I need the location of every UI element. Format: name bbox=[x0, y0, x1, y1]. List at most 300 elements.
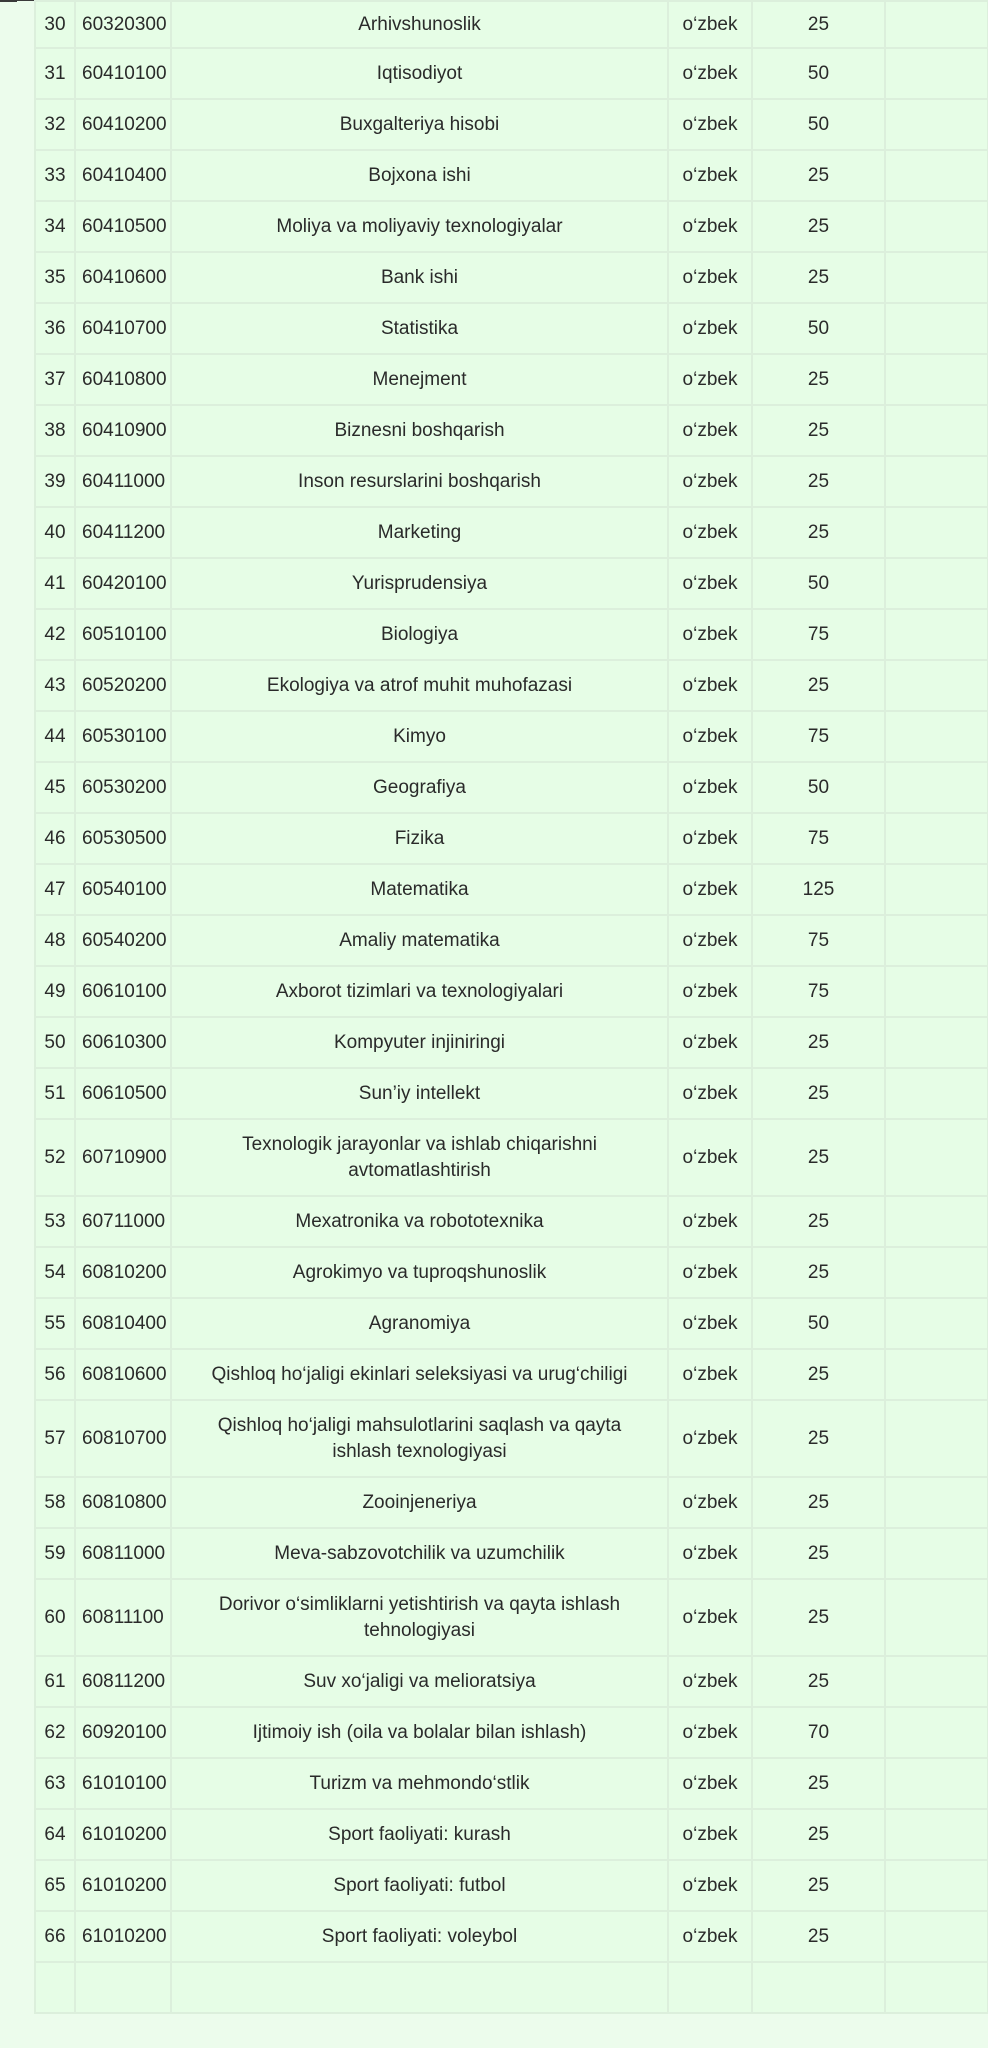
language-cell: o‘zbek bbox=[668, 405, 752, 456]
table-row bbox=[17, 966, 988, 1017]
row-left-gutter bbox=[17, 405, 35, 456]
row-number-cell: 36 bbox=[35, 303, 75, 354]
row-number-cell: 39 bbox=[35, 456, 75, 507]
quota-cell: 125 bbox=[752, 864, 885, 915]
table-body bbox=[17, 1, 988, 2013]
extra-empty-cell bbox=[885, 915, 988, 966]
language-cell: o‘zbek bbox=[668, 1707, 752, 1758]
program-code-cell: 61010100 bbox=[75, 1758, 171, 1809]
row-number-cell: 31 bbox=[35, 48, 75, 99]
language-cell: o‘zbek bbox=[668, 660, 752, 711]
language-cell: o‘zbek bbox=[668, 1196, 752, 1247]
language-cell: o‘zbek bbox=[668, 1860, 752, 1911]
quota-cell: 50 bbox=[752, 48, 885, 99]
extra-empty-cell bbox=[885, 1707, 988, 1758]
row-number-cell: 57 bbox=[35, 1400, 75, 1477]
quota-cell: 50 bbox=[752, 762, 885, 813]
program-code-cell: 60810700 bbox=[75, 1400, 171, 1477]
row-number-cell: 43 bbox=[35, 660, 75, 711]
quota-cell: 25 bbox=[752, 354, 885, 405]
program-code-cell: 60411000 bbox=[75, 456, 171, 507]
row-left-gutter bbox=[17, 1017, 35, 1068]
row-number-cell: 37 bbox=[35, 354, 75, 405]
extra-empty-cell bbox=[885, 609, 988, 660]
row-left-gutter bbox=[17, 354, 35, 405]
program-code-cell: 60510100 bbox=[75, 609, 171, 660]
table-row bbox=[17, 915, 988, 966]
table-row bbox=[17, 660, 988, 711]
extra-empty-cell bbox=[885, 1860, 988, 1911]
language-cell: o‘zbek bbox=[668, 966, 752, 1017]
extra-empty-cell bbox=[885, 252, 988, 303]
quota-cell: 25 bbox=[752, 201, 885, 252]
program-name-cell: Bojxona ishi bbox=[171, 150, 668, 201]
row-left-gutter bbox=[17, 762, 35, 813]
quota-cell: 25 bbox=[752, 1017, 885, 1068]
extra-empty-cell bbox=[885, 1400, 988, 1477]
row-left-gutter bbox=[17, 1860, 35, 1911]
extra-empty-cell bbox=[885, 1962, 988, 2013]
program-code-cell: 60410200 bbox=[75, 99, 171, 150]
row-number-cell: 66 bbox=[35, 1911, 75, 1962]
program-name-cell: Suv xo‘jaligi va melioratsiya bbox=[171, 1656, 668, 1707]
program-code-cell: 60710900 bbox=[75, 1119, 171, 1196]
program-code-cell: 60811000 bbox=[75, 1528, 171, 1579]
program-name-cell: Arhivshunoslik bbox=[171, 1, 668, 48]
quota-cell: 25 bbox=[752, 1860, 885, 1911]
extra-empty-cell bbox=[885, 1017, 988, 1068]
program-name-cell: Sport faoliyati: kurash bbox=[171, 1809, 668, 1860]
table-row bbox=[17, 507, 988, 558]
table-row bbox=[17, 48, 988, 99]
table-row bbox=[17, 1528, 988, 1579]
language-cell: o‘zbek bbox=[668, 1477, 752, 1528]
row-number-cell: 35 bbox=[35, 252, 75, 303]
table-row bbox=[17, 1017, 988, 1068]
language-cell: o‘zbek bbox=[668, 558, 752, 609]
quota-cell: 50 bbox=[752, 1298, 885, 1349]
extra-empty-cell bbox=[885, 1809, 988, 1860]
table-row bbox=[17, 1477, 988, 1528]
row-left-gutter bbox=[17, 1758, 35, 1809]
program-code-cell: 60530500 bbox=[75, 813, 171, 864]
program-name-cell: Dorivor o‘simliklarni yetishtirish va qayta ishlash tehnologiyasi bbox=[171, 1579, 668, 1656]
program-code-cell: 60410400 bbox=[75, 150, 171, 201]
program-name-cell: Iqtisodiyot bbox=[171, 48, 668, 99]
row-left-gutter bbox=[17, 1962, 35, 2013]
extra-empty-cell bbox=[885, 354, 988, 405]
row-number-cell: 58 bbox=[35, 1477, 75, 1528]
table-row bbox=[17, 1579, 988, 1656]
program-name-cell: Meva-sabzovotchilik va uzumchilik bbox=[171, 1528, 668, 1579]
language-cell: o‘zbek bbox=[668, 201, 752, 252]
row-number-cell: 64 bbox=[35, 1809, 75, 1860]
quota-cell: 25 bbox=[752, 1196, 885, 1247]
row-number-cell bbox=[35, 1962, 75, 2013]
program-name-cell: Texnologik jarayonlar va ishlab chiqarishni avtomatlashtirish bbox=[171, 1119, 668, 1196]
program-code-cell: 61010200 bbox=[75, 1860, 171, 1911]
program-code-cell: 60811200 bbox=[75, 1656, 171, 1707]
program-name-cell: Geografiya bbox=[171, 762, 668, 813]
language-cell: o‘zbek bbox=[668, 1017, 752, 1068]
extra-empty-cell bbox=[885, 1349, 988, 1400]
language-cell: o‘zbek bbox=[668, 1579, 752, 1656]
language-cell: o‘zbek bbox=[668, 762, 752, 813]
extra-empty-cell bbox=[885, 456, 988, 507]
extra-empty-cell bbox=[885, 1477, 988, 1528]
table-row bbox=[17, 711, 988, 762]
language-cell: o‘zbek bbox=[668, 813, 752, 864]
row-left-gutter bbox=[17, 558, 35, 609]
row-left-gutter bbox=[17, 1477, 35, 1528]
quota-cell: 25 bbox=[752, 1349, 885, 1400]
extra-empty-cell bbox=[885, 1656, 988, 1707]
program-name-cell: Qishloq ho‘jaligi mahsulotlarini saqlash va qayta ishlash texnologiyasi bbox=[171, 1400, 668, 1477]
extra-empty-cell bbox=[885, 1298, 988, 1349]
quota-cell: 50 bbox=[752, 303, 885, 354]
table-row bbox=[17, 1656, 988, 1707]
row-number-cell: 40 bbox=[35, 507, 75, 558]
row-left-gutter bbox=[17, 915, 35, 966]
row-left-gutter bbox=[17, 1068, 35, 1119]
table-row bbox=[17, 201, 988, 252]
quota-cell bbox=[752, 1962, 885, 2013]
row-number-cell: 60 bbox=[35, 1579, 75, 1656]
program-name-cell: Biznesni boshqarish bbox=[171, 405, 668, 456]
row-number-cell: 63 bbox=[35, 1758, 75, 1809]
program-code-cell: 60420100 bbox=[75, 558, 171, 609]
row-left-gutter bbox=[17, 456, 35, 507]
language-cell: o‘zbek bbox=[668, 1349, 752, 1400]
row-number-cell: 54 bbox=[35, 1247, 75, 1298]
program-code-cell: 61010200 bbox=[75, 1809, 171, 1860]
table-row bbox=[17, 456, 988, 507]
program-name-cell: Qishloq ho‘jaligi ekinlari seleksiyasi va urug‘chiligi bbox=[171, 1349, 668, 1400]
quota-cell: 75 bbox=[752, 609, 885, 660]
language-cell: o‘zbek bbox=[668, 1119, 752, 1196]
table-row bbox=[17, 558, 988, 609]
extra-empty-cell bbox=[885, 660, 988, 711]
language-cell: o‘zbek bbox=[668, 1758, 752, 1809]
quota-cell: 75 bbox=[752, 813, 885, 864]
program-code-cell: 61010200 bbox=[75, 1911, 171, 1962]
program-code-cell: 60410900 bbox=[75, 405, 171, 456]
table-row bbox=[17, 303, 988, 354]
language-cell: o‘zbek bbox=[668, 1809, 752, 1860]
row-number-cell: 52 bbox=[35, 1119, 75, 1196]
program-code-cell: 60410100 bbox=[75, 48, 171, 99]
table-row bbox=[17, 762, 988, 813]
admission-quota-table-container[interactable] bbox=[17, 0, 988, 2048]
language-cell: o‘zbek bbox=[668, 1400, 752, 1477]
row-number-cell: 61 bbox=[35, 1656, 75, 1707]
row-left-gutter bbox=[17, 1579, 35, 1656]
table-row bbox=[17, 1911, 988, 1962]
language-cell: o‘zbek bbox=[668, 915, 752, 966]
program-name-cell: Ekologiya va atrof muhit muhofazasi bbox=[171, 660, 668, 711]
row-left-gutter bbox=[17, 1400, 35, 1477]
row-number-cell: 38 bbox=[35, 405, 75, 456]
table-row bbox=[17, 1707, 988, 1758]
program-name-cell: Sport faoliyati: futbol bbox=[171, 1860, 668, 1911]
extra-empty-cell bbox=[885, 1196, 988, 1247]
table-row bbox=[17, 1758, 988, 1809]
program-code-cell: 60810800 bbox=[75, 1477, 171, 1528]
row-number-cell: 42 bbox=[35, 609, 75, 660]
table-row bbox=[17, 1349, 988, 1400]
extra-empty-cell bbox=[885, 1119, 988, 1196]
row-left-gutter bbox=[17, 1911, 35, 1962]
row-left-gutter bbox=[17, 1, 35, 48]
row-number-cell: 44 bbox=[35, 711, 75, 762]
quota-cell: 25 bbox=[752, 1, 885, 48]
quota-cell: 50 bbox=[752, 99, 885, 150]
quota-cell: 25 bbox=[752, 456, 885, 507]
language-cell: o‘zbek bbox=[668, 1, 752, 48]
program-name-cell: Turizm va mehmondo‘stlik bbox=[171, 1758, 668, 1809]
language-cell: o‘zbek bbox=[668, 150, 752, 201]
language-cell: o‘zbek bbox=[668, 1911, 752, 1962]
quota-cell: 75 bbox=[752, 915, 885, 966]
table-row bbox=[17, 609, 988, 660]
row-left-gutter bbox=[17, 711, 35, 762]
row-left-gutter bbox=[17, 1247, 35, 1298]
program-name-cell: Kompyuter injiniringi bbox=[171, 1017, 668, 1068]
row-left-gutter bbox=[17, 1656, 35, 1707]
table-row bbox=[17, 99, 988, 150]
quota-cell: 25 bbox=[752, 1119, 885, 1196]
program-code-cell: 60610100 bbox=[75, 966, 171, 1017]
extra-empty-cell bbox=[885, 405, 988, 456]
row-number-cell: 46 bbox=[35, 813, 75, 864]
quota-cell: 25 bbox=[752, 507, 885, 558]
program-name-cell: Buxgalteriya hisobi bbox=[171, 99, 668, 150]
program-code-cell: 60540100 bbox=[75, 864, 171, 915]
extra-empty-cell bbox=[885, 813, 988, 864]
language-cell: o‘zbek bbox=[668, 1068, 752, 1119]
program-code-cell: 60711000 bbox=[75, 1196, 171, 1247]
language-cell bbox=[668, 1962, 752, 2013]
row-left-gutter bbox=[17, 864, 35, 915]
program-code-cell: 60540200 bbox=[75, 915, 171, 966]
quota-cell: 25 bbox=[752, 1068, 885, 1119]
language-cell: o‘zbek bbox=[668, 456, 752, 507]
quota-cell: 25 bbox=[752, 1528, 885, 1579]
row-left-gutter bbox=[17, 966, 35, 1017]
program-code-cell: 60810400 bbox=[75, 1298, 171, 1349]
row-left-gutter bbox=[17, 201, 35, 252]
program-code-cell: 60920100 bbox=[75, 1707, 171, 1758]
quota-cell: 25 bbox=[752, 1400, 885, 1477]
language-cell: o‘zbek bbox=[668, 864, 752, 915]
row-left-gutter bbox=[17, 609, 35, 660]
extra-empty-cell bbox=[885, 1579, 988, 1656]
row-number-cell: 45 bbox=[35, 762, 75, 813]
program-code-cell: 60610300 bbox=[75, 1017, 171, 1068]
row-left-gutter bbox=[17, 1349, 35, 1400]
program-code-cell: 60610500 bbox=[75, 1068, 171, 1119]
program-code-cell: 60811100 bbox=[75, 1579, 171, 1656]
row-number-cell: 33 bbox=[35, 150, 75, 201]
table-row bbox=[17, 1196, 988, 1247]
quota-cell: 50 bbox=[752, 558, 885, 609]
language-cell: o‘zbek bbox=[668, 1656, 752, 1707]
table-row bbox=[17, 1, 988, 48]
program-code-cell: 60530200 bbox=[75, 762, 171, 813]
program-code-cell: 60410700 bbox=[75, 303, 171, 354]
program-code-cell: 60320300 bbox=[75, 1, 171, 48]
table-row bbox=[17, 1860, 988, 1911]
row-number-cell: 34 bbox=[35, 201, 75, 252]
row-number-cell: 53 bbox=[35, 1196, 75, 1247]
program-code-cell: 60411200 bbox=[75, 507, 171, 558]
row-left-gutter bbox=[17, 1809, 35, 1860]
quota-cell: 25 bbox=[752, 660, 885, 711]
program-code-cell: 60410600 bbox=[75, 252, 171, 303]
quota-cell: 25 bbox=[752, 1579, 885, 1656]
row-number-cell: 41 bbox=[35, 558, 75, 609]
program-name-cell: Kimyo bbox=[171, 711, 668, 762]
extra-empty-cell bbox=[885, 1068, 988, 1119]
table-row bbox=[17, 813, 988, 864]
program-name-cell: Agrokimyo va tuproqshunoslik bbox=[171, 1247, 668, 1298]
row-number-cell: 50 bbox=[35, 1017, 75, 1068]
row-number-cell: 55 bbox=[35, 1298, 75, 1349]
row-number-cell: 56 bbox=[35, 1349, 75, 1400]
program-name-cell: Ijtimoiy ish (oila va bolalar bilan ishlash) bbox=[171, 1707, 668, 1758]
row-left-gutter bbox=[17, 660, 35, 711]
row-left-gutter bbox=[17, 813, 35, 864]
program-name-cell: Zooinjeneriya bbox=[171, 1477, 668, 1528]
row-number-cell: 59 bbox=[35, 1528, 75, 1579]
table-row bbox=[17, 1068, 988, 1119]
row-number-cell: 30 bbox=[35, 1, 75, 48]
program-code-cell: 60530100 bbox=[75, 711, 171, 762]
row-number-cell: 51 bbox=[35, 1068, 75, 1119]
table-row bbox=[17, 1298, 988, 1349]
row-number-cell: 65 bbox=[35, 1860, 75, 1911]
table-row bbox=[17, 1247, 988, 1298]
program-name-cell: Biologiya bbox=[171, 609, 668, 660]
extra-empty-cell bbox=[885, 966, 988, 1017]
table-row bbox=[17, 1119, 988, 1196]
program-name-cell: Inson resurslarini boshqarish bbox=[171, 456, 668, 507]
extra-empty-cell bbox=[885, 1911, 988, 1962]
row-number-cell: 62 bbox=[35, 1707, 75, 1758]
extra-empty-cell bbox=[885, 1528, 988, 1579]
row-left-gutter bbox=[17, 1707, 35, 1758]
language-cell: o‘zbek bbox=[668, 1298, 752, 1349]
quota-cell: 70 bbox=[752, 1707, 885, 1758]
quota-cell: 25 bbox=[752, 1656, 885, 1707]
program-name-cell: Fizika bbox=[171, 813, 668, 864]
program-code-cell: 60810200 bbox=[75, 1247, 171, 1298]
quota-cell: 25 bbox=[752, 1911, 885, 1962]
language-cell: o‘zbek bbox=[668, 354, 752, 405]
quota-cell: 25 bbox=[752, 405, 885, 456]
program-name-cell: Marketing bbox=[171, 507, 668, 558]
extra-empty-cell bbox=[885, 150, 988, 201]
table-row bbox=[17, 1809, 988, 1860]
extra-empty-cell bbox=[885, 303, 988, 354]
program-name-cell: Matematika bbox=[171, 864, 668, 915]
program-name-cell: Menejment bbox=[171, 354, 668, 405]
program-code-cell: 60520200 bbox=[75, 660, 171, 711]
row-number-cell: 32 bbox=[35, 99, 75, 150]
table-row bbox=[17, 1400, 988, 1477]
program-name-cell bbox=[171, 1962, 668, 2013]
extra-empty-cell bbox=[885, 48, 988, 99]
extra-empty-cell bbox=[885, 864, 988, 915]
extra-empty-cell bbox=[885, 558, 988, 609]
row-number-cell: 48 bbox=[35, 915, 75, 966]
program-name-cell: Sport faoliyati: voleybol bbox=[171, 1911, 668, 1962]
program-name-cell: Statistika bbox=[171, 303, 668, 354]
table-row bbox=[17, 252, 988, 303]
row-left-gutter bbox=[17, 48, 35, 99]
extra-empty-cell bbox=[885, 1, 988, 48]
row-left-gutter bbox=[17, 303, 35, 354]
program-name-cell: Sun’iy intellekt bbox=[171, 1068, 668, 1119]
language-cell: o‘zbek bbox=[668, 711, 752, 762]
row-left-gutter bbox=[17, 507, 35, 558]
quota-cell: 25 bbox=[752, 1247, 885, 1298]
program-name-cell: Axborot tizimlari va texnologiyalari bbox=[171, 966, 668, 1017]
program-name-cell: Agranomiya bbox=[171, 1298, 668, 1349]
quota-cell: 25 bbox=[752, 1809, 885, 1860]
table-row bbox=[17, 864, 988, 915]
row-left-gutter bbox=[17, 1528, 35, 1579]
row-left-gutter bbox=[17, 1119, 35, 1196]
extra-empty-cell bbox=[885, 762, 988, 813]
row-left-gutter bbox=[17, 1298, 35, 1349]
language-cell: o‘zbek bbox=[668, 507, 752, 558]
table-row bbox=[17, 405, 988, 456]
extra-empty-cell bbox=[885, 99, 988, 150]
language-cell: o‘zbek bbox=[668, 48, 752, 99]
extra-empty-cell bbox=[885, 1247, 988, 1298]
table-row bbox=[17, 354, 988, 405]
program-name-cell: Amaliy matematika bbox=[171, 915, 668, 966]
table-row bbox=[17, 150, 988, 201]
extra-empty-cell bbox=[885, 507, 988, 558]
program-name-cell: Moliya va moliyaviy texnologiyalar bbox=[171, 201, 668, 252]
program-code-cell: 60410800 bbox=[75, 354, 171, 405]
program-code-cell: 60810600 bbox=[75, 1349, 171, 1400]
program-name-cell: Mexatronika va robototexnika bbox=[171, 1196, 668, 1247]
table-row bbox=[17, 1962, 988, 2013]
admission-quota-table bbox=[17, 0, 988, 2014]
language-cell: o‘zbek bbox=[668, 609, 752, 660]
row-number-cell: 49 bbox=[35, 966, 75, 1017]
language-cell: o‘zbek bbox=[668, 1247, 752, 1298]
row-number-cell: 47 bbox=[35, 864, 75, 915]
program-name-cell: Yurisprudensiya bbox=[171, 558, 668, 609]
quota-cell: 75 bbox=[752, 966, 885, 1017]
quota-cell: 25 bbox=[752, 150, 885, 201]
quota-cell: 25 bbox=[752, 252, 885, 303]
language-cell: o‘zbek bbox=[668, 1528, 752, 1579]
row-left-gutter bbox=[17, 1196, 35, 1247]
language-cell: o‘zbek bbox=[668, 303, 752, 354]
row-left-gutter bbox=[17, 252, 35, 303]
extra-empty-cell bbox=[885, 711, 988, 762]
language-cell: o‘zbek bbox=[668, 99, 752, 150]
extra-empty-cell bbox=[885, 201, 988, 252]
quota-cell: 25 bbox=[752, 1477, 885, 1528]
row-left-gutter bbox=[17, 99, 35, 150]
extra-empty-cell bbox=[885, 1758, 988, 1809]
